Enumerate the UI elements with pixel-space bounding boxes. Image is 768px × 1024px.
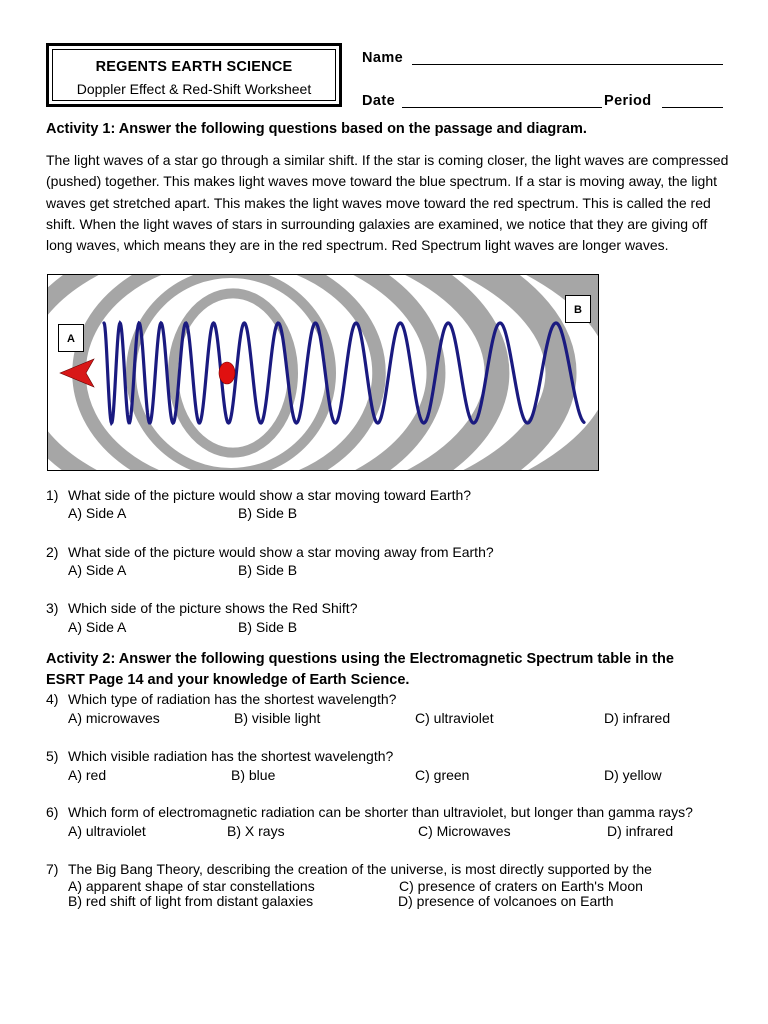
date-line[interactable] — [402, 107, 602, 108]
question-text: Which form of electromagnetic radiation can be shorter than ultraviolet, but longer than gamma rays? — [68, 804, 693, 820]
q2-option-a[interactable]: A) Side A — [68, 562, 127, 578]
q7-option-d[interactable]: D) presence of volcanoes on Earth — [398, 893, 614, 909]
question-text: The Big Bang Theory, describing the creation of the universe, is most directly supported by the — [68, 861, 652, 877]
activity2-heading-line1: Activity 2: Answer the following questions using the Electromagnetic Spectrum table in the — [46, 651, 674, 667]
q1-option-a[interactable]: A) Side A — [68, 505, 127, 521]
q6-option-a[interactable]: A) ultraviolet — [68, 823, 146, 839]
question-number: 2) — [46, 544, 59, 560]
question-number: 3) — [46, 600, 59, 616]
question-text: What side of the picture would show a star moving away from Earth? — [68, 544, 494, 560]
q5-option-b[interactable]: B) blue — [231, 767, 276, 783]
q4-option-a[interactable]: A) microwaves — [68, 710, 160, 726]
q7-option-c[interactable]: C) presence of craters on Earth's Moon — [399, 878, 643, 894]
activity2-heading-line2: ESRT Page 14 and your knowledge of Earth Science. — [46, 672, 410, 688]
q6-option-d[interactable]: D) infrared — [607, 823, 674, 839]
q6-option-b[interactable]: B) X rays — [227, 823, 285, 839]
q3-option-a[interactable]: A) Side A — [68, 619, 127, 635]
question-number: 1) — [46, 487, 59, 503]
wavefront-rings — [48, 275, 599, 471]
question-text: Which type of radiation has the shortest wavelength? — [68, 691, 397, 707]
period-label: Period — [604, 93, 652, 109]
title-inner-frame — [52, 49, 336, 101]
question-text: Which side of the picture shows the Red Shift? — [68, 600, 358, 616]
q4-option-d[interactable]: D) infrared — [604, 710, 671, 726]
star-dot-icon — [219, 362, 235, 384]
title-box — [46, 43, 342, 107]
activity1-passage: The light waves of a star go through a similar shift. If the star is coming closer, the light waves are compressed (pushed) together. This makes light waves move toward the blue spectrum. If a star is moving away, the light waves get stretched apart. This makes the light waves move toward the red spectrum. This is called the red shift. When the light waves of stars in surrounding galaxies are examined, we notice that they are giving off long waves, which means they are in the red spectrum. Red Spectrum light waves are longer waves. — [46, 152, 729, 254]
period-line[interactable] — [662, 107, 723, 108]
q5-option-c[interactable]: C) green — [415, 767, 470, 783]
q5-option-a[interactable]: A) red — [68, 767, 107, 783]
question-number: 7) — [46, 861, 59, 877]
q6-option-c[interactable]: C) Microwaves — [418, 823, 511, 839]
q5-option-d[interactable]: D) yellow — [604, 767, 662, 783]
doppler-wave-svg — [48, 275, 599, 471]
diagram-label-a: A — [58, 324, 84, 352]
worksheet-title: REGENTS EARTH SCIENCE — [95, 59, 293, 75]
activity1-heading: Activity 1: Answer the following questions based on the passage and diagram. — [46, 121, 587, 137]
question-text: What side of the picture would show a star moving toward Earth? — [68, 487, 472, 503]
question-number: 4) — [46, 691, 59, 707]
q1-option-b[interactable]: B) Side B — [238, 505, 298, 521]
doppler-diagram — [47, 274, 599, 471]
q4-option-c[interactable]: C) ultraviolet — [415, 710, 494, 726]
name-line[interactable] — [412, 64, 723, 65]
name-label: Name — [362, 50, 404, 66]
question-text: Which visible radiation has the shortest wavelength? — [68, 748, 394, 764]
question-number: 6) — [46, 804, 59, 820]
q7-option-a[interactable]: A) apparent shape of star constellations — [68, 878, 315, 894]
question-number: 5) — [46, 748, 59, 764]
q2-option-b[interactable]: B) Side B — [238, 562, 298, 578]
q4-option-b[interactable]: B) visible light — [234, 710, 321, 726]
diagram-label-b: B — [565, 295, 591, 323]
q3-option-b[interactable]: B) Side B — [238, 619, 298, 635]
q7-option-b[interactable]: B) red shift of light from distant galaxies — [68, 893, 314, 909]
worksheet-subtitle: Doppler Effect & Red-Shift Worksheet — [76, 81, 312, 97]
date-label: Date — [362, 93, 396, 109]
